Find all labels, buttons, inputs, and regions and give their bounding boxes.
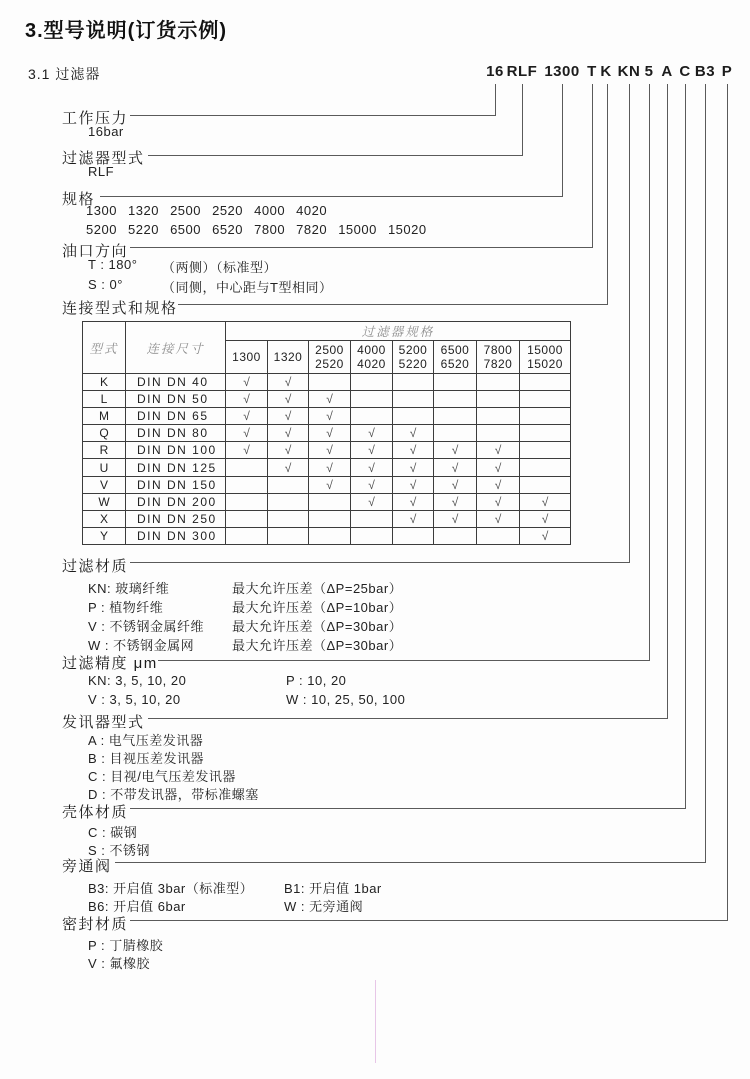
cell-checkmark: √ — [351, 459, 393, 476]
cell-empty — [477, 408, 520, 425]
cell-type: V — [83, 476, 126, 493]
cell-empty — [477, 391, 520, 408]
col-header-spec: 5200 5220 — [393, 341, 434, 374]
cell-empty — [226, 459, 268, 476]
cell-checkmark: √ — [226, 391, 268, 408]
cell-checkmark: √ — [268, 442, 309, 459]
filter-material-v-note: 最大允许压差（ΔP=30bar） — [232, 619, 403, 634]
connection-table-body — [83, 374, 571, 545]
cell-empty — [434, 391, 477, 408]
table-row-r — [83, 442, 571, 459]
cell-type: U — [83, 459, 126, 476]
col-header-spec: 1320 — [268, 341, 309, 374]
cell-empty — [477, 425, 520, 442]
cell-connection-size: DIN DN 40 — [126, 374, 226, 391]
col-header-spec: 6500 6520 — [434, 341, 477, 374]
cell-checkmark: √ — [268, 459, 309, 476]
cell-type: L — [83, 391, 126, 408]
cell-connection-size: DIN DN 50 — [126, 391, 226, 408]
cell-type: Q — [83, 425, 126, 442]
cell-checkmark: √ — [351, 493, 393, 510]
cell-checkmark: √ — [434, 459, 477, 476]
table-row-y — [83, 527, 571, 544]
cell-checkmark: √ — [434, 476, 477, 493]
cell-empty — [351, 527, 393, 544]
cell-type: K — [83, 374, 126, 391]
label-connection: 连接型式和规格 — [62, 300, 178, 317]
col-header-filter-spec-group: 过滤器规格 — [226, 322, 571, 341]
cell-empty — [351, 510, 393, 527]
seal-v: V : 氟橡胶 — [88, 956, 151, 971]
cell-empty — [520, 408, 571, 425]
port-t-note: （两侧）（标准型） — [162, 260, 278, 275]
section-subtitle: 3.1 过滤器 — [28, 66, 101, 82]
cell-checkmark: √ — [477, 510, 520, 527]
col-header-spec: 4000 4020 — [351, 341, 393, 374]
label-filter-type: 过滤器型式 — [62, 150, 145, 167]
model-code-part-kn: KN — [617, 63, 641, 80]
cell-empty — [520, 459, 571, 476]
col-header-spec: 15000 15020 — [520, 341, 571, 374]
indicator-d: D : 不带发讯器，带标准螺塞 — [88, 787, 259, 802]
cell-empty — [434, 425, 477, 442]
cell-checkmark: √ — [393, 442, 434, 459]
size-line-2: 5200 5220 6500 6520 7800 7820 15000 15020 — [86, 222, 427, 237]
table-row-m — [83, 408, 571, 425]
model-code-part-t: T — [587, 63, 597, 80]
cell-empty — [268, 476, 309, 493]
scan-artifact-line — [375, 980, 376, 1063]
cell-empty — [226, 510, 268, 527]
filter-material-v: V : 不锈钢金属纤维 — [88, 619, 205, 634]
cell-checkmark: √ — [477, 459, 520, 476]
cell-checkmark: √ — [309, 408, 351, 425]
filter-material-w-note: 最大允许压差（ΔP=30bar） — [232, 638, 403, 653]
rating-kn: KN: 3, 5, 10, 20 — [88, 673, 187, 688]
cell-empty — [309, 510, 351, 527]
model-code-part-k: K — [600, 63, 612, 80]
cell-empty — [393, 408, 434, 425]
table-row-l — [83, 391, 571, 408]
cell-checkmark: √ — [434, 442, 477, 459]
model-code-part-16: 16 — [486, 63, 504, 80]
cell-empty — [393, 391, 434, 408]
filter-material-kn-note: 最大允许压差（ΔP=25bar） — [232, 581, 403, 596]
cell-checkmark: √ — [520, 493, 571, 510]
indicator-a: A : 电气压差发讯器 — [88, 733, 204, 748]
cell-checkmark: √ — [268, 408, 309, 425]
cell-empty — [268, 510, 309, 527]
cell-connection-size: DIN DN 80 — [126, 425, 226, 442]
cell-checkmark: √ — [309, 425, 351, 442]
housing-c: C : 碳钢 — [88, 825, 138, 840]
cell-checkmark: √ — [226, 425, 268, 442]
cell-checkmark: √ — [351, 425, 393, 442]
cell-checkmark: √ — [309, 391, 351, 408]
cell-empty — [309, 374, 351, 391]
col-header-spec: 1300 — [226, 341, 268, 374]
port-t-code: T : 180° — [88, 257, 138, 272]
label-filtration-rating: 过滤精度 μm — [62, 655, 158, 672]
value-working-pressure: 16bar — [88, 124, 124, 139]
cell-empty — [268, 493, 309, 510]
indicator-c: C : 目视/电气压差发讯器 — [88, 769, 236, 784]
label-filter-material: 过滤材质 — [62, 558, 129, 575]
col-header-spec: 2500 2520 — [309, 341, 351, 374]
table-row-q — [83, 425, 571, 442]
cell-empty — [226, 476, 268, 493]
cell-type: Y — [83, 527, 126, 544]
cell-checkmark: √ — [393, 476, 434, 493]
col-header-type: 型式 — [83, 322, 126, 374]
cell-checkmark: √ — [393, 425, 434, 442]
port-s-code: S : 0° — [88, 277, 123, 292]
table-row-u — [83, 459, 571, 476]
label-seal-material: 密封材质 — [62, 916, 129, 933]
label-working-pressure: 工作压力 — [62, 110, 129, 127]
cell-checkmark: √ — [520, 527, 571, 544]
bypass-b3: B3: 开启值 3bar（标准型） — [88, 881, 254, 896]
table-row-v — [83, 476, 571, 493]
cell-empty — [351, 408, 393, 425]
cell-checkmark: √ — [351, 476, 393, 493]
cell-checkmark: √ — [477, 476, 520, 493]
model-code-part-c: C — [679, 63, 691, 80]
cell-empty — [520, 442, 571, 459]
size-line-1: 1300 1320 2500 2520 4000 4020 — [86, 203, 328, 218]
cell-empty — [309, 493, 351, 510]
filter-material-kn: KN: 玻璃纤维 — [88, 581, 170, 596]
port-s-note: （同侧，中心距与T型相同） — [162, 280, 333, 295]
cell-empty — [520, 374, 571, 391]
model-code-part-5: 5 — [644, 63, 654, 80]
cell-checkmark: √ — [434, 510, 477, 527]
table-row-w — [83, 493, 571, 510]
cell-empty — [520, 391, 571, 408]
cell-connection-size: DIN DN 150 — [126, 476, 226, 493]
bypass-b1: B1: 开启值 1bar — [284, 881, 382, 896]
model-code-part-p: P — [721, 63, 733, 80]
cell-connection-size: DIN DN 100 — [126, 442, 226, 459]
cell-connection-size: DIN DN 250 — [126, 510, 226, 527]
cell-empty — [351, 374, 393, 391]
model-code-part-b3: B3 — [694, 63, 716, 80]
cell-checkmark: √ — [268, 425, 309, 442]
label-housing-material: 壳体材质 — [62, 804, 129, 821]
model-code-part-1300: 1300 — [544, 63, 580, 80]
bypass-b6: B6: 开启值 6bar — [88, 899, 186, 914]
cell-checkmark: √ — [520, 510, 571, 527]
cell-checkmark: √ — [309, 459, 351, 476]
cell-checkmark: √ — [226, 374, 268, 391]
cell-empty — [309, 527, 351, 544]
cell-checkmark: √ — [268, 391, 309, 408]
cell-empty — [393, 374, 434, 391]
cell-checkmark: √ — [309, 442, 351, 459]
label-bypass-valve: 旁通阀 — [62, 858, 112, 875]
cell-checkmark: √ — [226, 408, 268, 425]
filter-material-w: W : 不锈钢金属网 — [88, 638, 195, 653]
model-code-part-a: A — [661, 63, 673, 80]
cell-empty — [351, 391, 393, 408]
cell-checkmark: √ — [268, 374, 309, 391]
cell-empty — [477, 527, 520, 544]
model-code-part-rlf: RLF — [506, 63, 538, 80]
table-row-x — [83, 510, 571, 527]
cell-empty — [226, 493, 268, 510]
indicator-b: B : 目视压差发讯器 — [88, 751, 205, 766]
cell-empty — [520, 425, 571, 442]
cell-connection-size: DIN DN 300 — [126, 527, 226, 544]
cell-checkmark: √ — [477, 493, 520, 510]
label-indicator-type: 发讯器型式 — [62, 714, 145, 731]
cell-empty — [434, 374, 477, 391]
cell-type: W — [83, 493, 126, 510]
table-row-k — [83, 374, 571, 391]
cell-checkmark: √ — [393, 459, 434, 476]
cell-checkmark: √ — [309, 476, 351, 493]
cell-empty — [434, 408, 477, 425]
cell-checkmark: √ — [477, 442, 520, 459]
cell-type: X — [83, 510, 126, 527]
housing-s: S : 不锈钢 — [88, 843, 151, 858]
label-size: 规格 — [62, 191, 96, 208]
cell-type: R — [83, 442, 126, 459]
cell-empty — [393, 527, 434, 544]
cell-connection-size: DIN DN 65 — [126, 408, 226, 425]
label-port-direction: 油口方向 — [62, 243, 129, 260]
bypass-w: W : 无旁通阀 — [284, 899, 364, 914]
cell-empty — [268, 527, 309, 544]
cell-type: M — [83, 408, 126, 425]
cell-checkmark: √ — [351, 442, 393, 459]
cell-empty — [226, 527, 268, 544]
col-header-connection-size: 连接尺寸 — [126, 322, 226, 374]
rating-p: P : 10, 20 — [286, 673, 347, 688]
cell-empty — [434, 527, 477, 544]
col-header-spec: 7800 7820 — [477, 341, 520, 374]
connection-spec-table — [82, 321, 571, 545]
cell-checkmark: √ — [434, 493, 477, 510]
cell-connection-size: DIN DN 125 — [126, 459, 226, 476]
cell-connection-size: DIN DN 200 — [126, 493, 226, 510]
cell-checkmark: √ — [393, 493, 434, 510]
cell-empty — [477, 374, 520, 391]
cell-empty — [520, 476, 571, 493]
filter-material-p-note: 最大允许压差（ΔP=10bar） — [232, 600, 403, 615]
cell-checkmark: √ — [226, 442, 268, 459]
value-filter-type: RLF — [88, 164, 115, 179]
filter-material-p: P : 植物纤维 — [88, 600, 164, 615]
rating-v: V : 3, 5, 10, 20 — [88, 692, 181, 707]
page-title: 3.型号说明(订货示例) — [25, 20, 227, 42]
cell-checkmark: √ — [393, 510, 434, 527]
seal-p: P : 丁腈橡胶 — [88, 938, 164, 953]
rating-w: W : 10, 25, 50, 100 — [286, 692, 406, 707]
